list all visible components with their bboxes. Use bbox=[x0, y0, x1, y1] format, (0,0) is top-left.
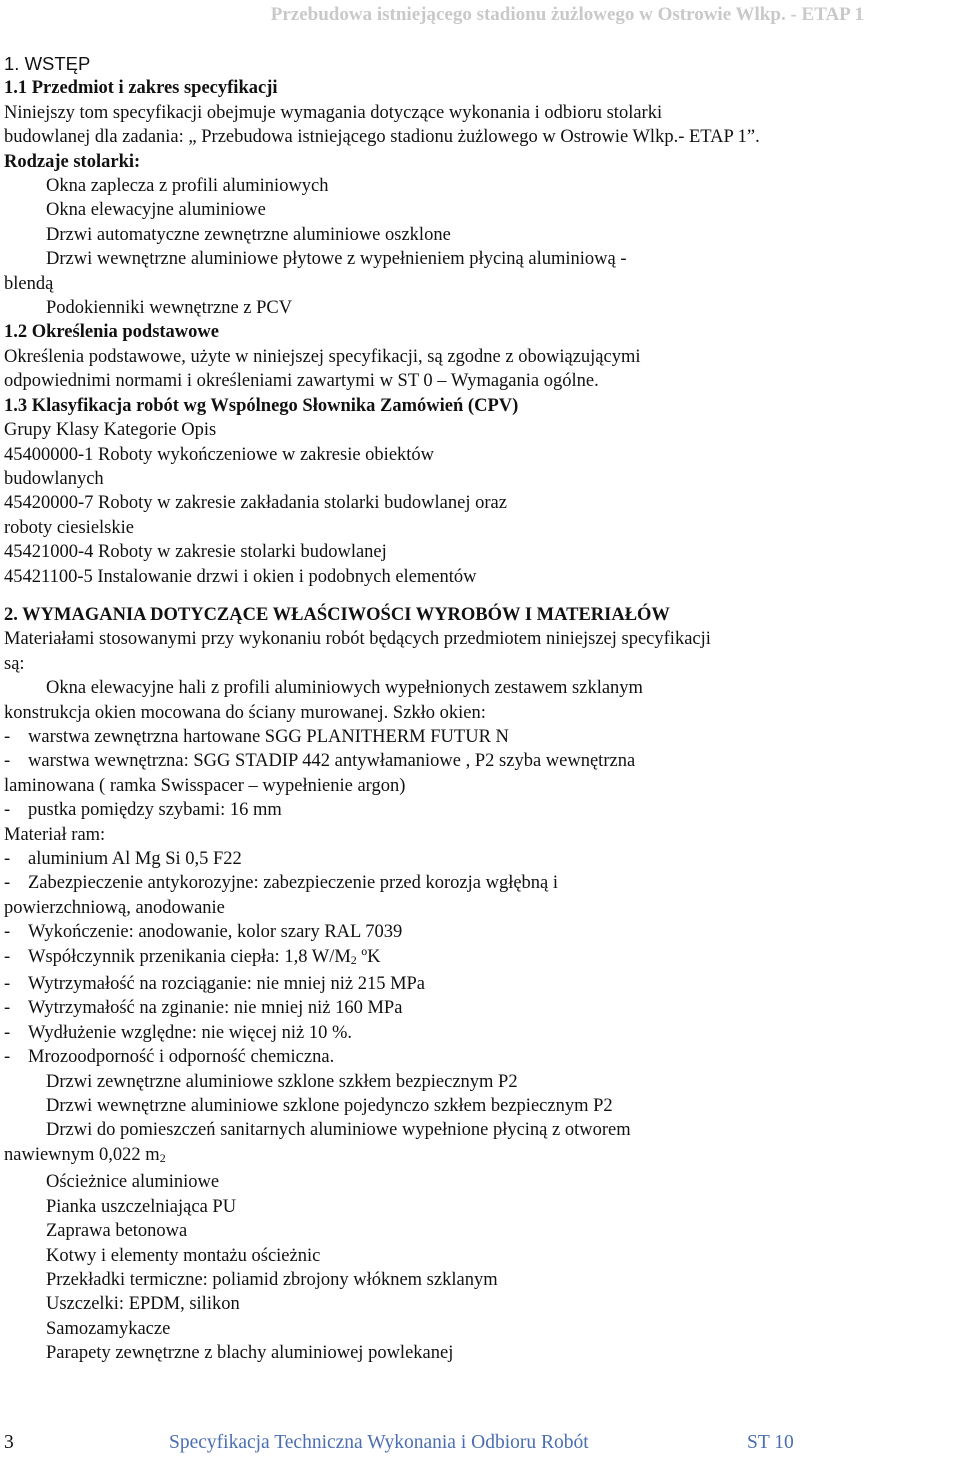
list-item: Kotwy i elementy montażu ościeżnic bbox=[46, 1245, 321, 1266]
cpv-line: 45421100-5 Instalowanie drzwi i okien i podobnych elementów bbox=[4, 566, 477, 587]
list-item: Drzwi wewnętrzne aluminiowe szklone pojedynczo szkłem bezpiecznym P2 bbox=[46, 1096, 613, 1117]
dash-item-text: ºK bbox=[356, 946, 381, 967]
types-heading: Rodzaje stolarki: bbox=[4, 151, 141, 172]
dash-item bbox=[4, 725, 944, 749]
dash-marker: - bbox=[4, 751, 11, 772]
cpv-line: 45421000-4 Roboty w zakresie stolarki budowlanej bbox=[4, 542, 387, 563]
dash-item-text: aluminium Al Mg Si 0,5 F22 bbox=[28, 849, 242, 869]
dash-item-text: Współczynnik przenikania ciepła: 1,8 W/M bbox=[28, 946, 351, 967]
dash-item bbox=[4, 798, 944, 822]
dash-item bbox=[4, 945, 944, 972]
paragraph-line: odpowiednimi normami i określeniami zawartymi w ST 0 – Wymagania ogólne. bbox=[4, 371, 599, 392]
dash-item bbox=[4, 1045, 944, 1069]
list-item: Drzwi zewnętrzne aluminiowe szklone szkłem bezpiecznym P2 bbox=[46, 1071, 518, 1092]
dash-marker: - bbox=[4, 849, 11, 869]
section-1-1-heading: 1.1 Przedmiot i zakres specyfikacji bbox=[4, 78, 278, 99]
paragraph-line: Określenia podstawowe, użyte w niniejszej specyfikacji, są zgodne z obowiązującymi bbox=[4, 346, 641, 367]
paragraph-line: są: bbox=[4, 653, 25, 674]
dash-item-text: pustka pomiędzy szybami: 16 mm bbox=[28, 800, 282, 821]
dash-marker: - bbox=[4, 726, 11, 747]
list-item: Pianka uszczelniająca PU bbox=[46, 1196, 237, 1217]
dash-item-wrap: laminowana ( ramka Swisspacer – wypełnienie argon) bbox=[4, 775, 406, 796]
spacer bbox=[4, 589, 944, 603]
running-header: Przebudowa istniejącego stadionu żużlowego w Ostrowie Wlkp. - ETAP 1 bbox=[270, 4, 864, 25]
section-1-2-heading: 1.2 Określenia podstawowe bbox=[4, 322, 219, 343]
dash-marker: - bbox=[4, 922, 11, 943]
footer-code: ST 10 bbox=[747, 1432, 794, 1453]
footer-title: Specyfikacja Techniczna Wykonania i Odbioru Robót bbox=[169, 1432, 589, 1453]
page-number: 3 bbox=[4, 1432, 14, 1453]
dash-item bbox=[4, 972, 944, 996]
list-item: Uszczelki: EPDM, silikon bbox=[46, 1294, 240, 1315]
dash-item-text: Wytrzymałość na rozciąganie: nie mniej niż 215 MPa bbox=[28, 974, 426, 995]
section-1-3-heading: 1.3 Klasyfikacja robót wg Wspólnego Słownika Zamówień (CPV) bbox=[4, 395, 519, 416]
text-run: nawiewnym 0,022 m bbox=[4, 1144, 160, 1165]
dash-marker: - bbox=[4, 1022, 11, 1043]
dash-item-text: Wykończenie: anodowanie, kolor szary RAL 7039 bbox=[28, 922, 403, 943]
list-item: Parapety zewnętrzne z blachy aluminiowej powlekanej bbox=[46, 1343, 454, 1364]
paragraph-line bbox=[4, 125, 944, 149]
dash-item bbox=[4, 749, 944, 773]
dash-marker: - bbox=[4, 998, 11, 1019]
dash-item-text: Zabezpieczenie antykorozyjne: zabezpieczenie przed korozja wgłębną i bbox=[28, 873, 559, 894]
frame-heading: Materiał ram: bbox=[4, 824, 106, 845]
dash-item-text: warstwa zewnętrzna hartowane SGG PLANITHERM FUTUR N bbox=[28, 726, 509, 747]
dash-item-wrap: powierzchniową, anodowanie bbox=[4, 897, 225, 918]
dash-item bbox=[4, 847, 944, 871]
dash-marker: - bbox=[4, 974, 11, 995]
paragraph-line: konstrukcja okien mocowana do ściany murowanej. Szkło okien: bbox=[4, 702, 486, 723]
text-run: budowlanej dla zadania: „ Przebudowa istniejącego stadionu żużlowego w Ostrowie Wlkp.- ETAP 1”. bbox=[4, 127, 760, 148]
list-item-wrap: blendą bbox=[4, 273, 54, 294]
dash-marker: - bbox=[4, 1047, 11, 1068]
list-item: Okna elewacyjne aluminiowe bbox=[46, 200, 266, 221]
dash-item bbox=[4, 920, 944, 944]
dash-item bbox=[4, 871, 944, 895]
section-1-heading: 1. WSTĘP bbox=[4, 53, 91, 74]
dash-marker: - bbox=[4, 873, 11, 894]
section-2-heading: 2. WYMAGANIA DOTYCZĄCE WŁAŚCIWOŚCI WYROBÓW I MATERIAŁÓW bbox=[4, 604, 670, 625]
cpv-line: roboty ciesielskie bbox=[4, 517, 134, 538]
paragraph-line: Niniejszy tom specyfikacji obejmuje wymagania dotyczące wykonania i odbioru stolarki bbox=[4, 102, 663, 123]
list-item: Przekładki termiczne: poliamid zbrojony włóknem szklanym bbox=[46, 1269, 498, 1290]
subscript: 2 bbox=[350, 952, 357, 967]
list-item: Zaprawa betonowa bbox=[46, 1221, 188, 1242]
list-item: Drzwi automatyczne zewnętrzne aluminiowe oszklone bbox=[46, 224, 451, 245]
list-item: Okna zaplecza z profili aluminiowych bbox=[46, 176, 329, 197]
dash-item bbox=[4, 1021, 944, 1045]
dash-item-text: Wydłużenie względne: nie więcej niż 10 %. bbox=[28, 1022, 353, 1043]
list-item: Samozamykacze bbox=[46, 1318, 171, 1339]
cpv-line: Grupy Klasy Kategorie Opis bbox=[4, 420, 217, 441]
page-footer bbox=[4, 1431, 904, 1457]
dash-marker: - bbox=[4, 800, 11, 821]
list-item-wrap bbox=[4, 1143, 944, 1170]
list-item: Podokienniki wewnętrzne z PCV bbox=[46, 298, 293, 319]
list-item: Drzwi do pomieszczeń sanitarnych aluminiowe wypełnione płyciną z otworem bbox=[46, 1120, 631, 1141]
cpv-line: budowlanych bbox=[4, 468, 104, 489]
dash-marker: - bbox=[4, 946, 11, 967]
cpv-line: 45420000-7 Roboty w zakresie zakładania stolarki budowlanej oraz bbox=[4, 493, 507, 514]
subscript: 2 bbox=[159, 1150, 166, 1165]
paragraph-line: Materiałami stosowanymi przy wykonaniu robót będących przedmiotem niniejszej specyfikacji bbox=[4, 629, 711, 650]
cpv-line: 45400000-1 Roboty wykończeniowe w zakresie obiektów bbox=[4, 444, 435, 465]
dash-item-text: warstwa wewnętrzna: SGG STADIP 442 antywłamaniowe , P2 szyba wewnętrzna bbox=[28, 751, 636, 772]
document-body bbox=[4, 52, 944, 1366]
dash-item-text: Wytrzymałość na zginanie: nie mniej niż 160 MPa bbox=[28, 998, 403, 1019]
dash-item bbox=[4, 996, 944, 1020]
list-item: Ościeżnice aluminiowe bbox=[46, 1172, 220, 1193]
dash-item-text: Mrozoodporność i odporność chemiczna. bbox=[28, 1047, 335, 1068]
list-item: Drzwi wewnętrzne aluminiowe płytowe z wypełnieniem płyciną aluminiową - bbox=[46, 249, 627, 270]
paragraph-line: Okna elewacyjne hali z profili aluminiowych wypełnionych zestawem szklanym bbox=[46, 678, 643, 699]
